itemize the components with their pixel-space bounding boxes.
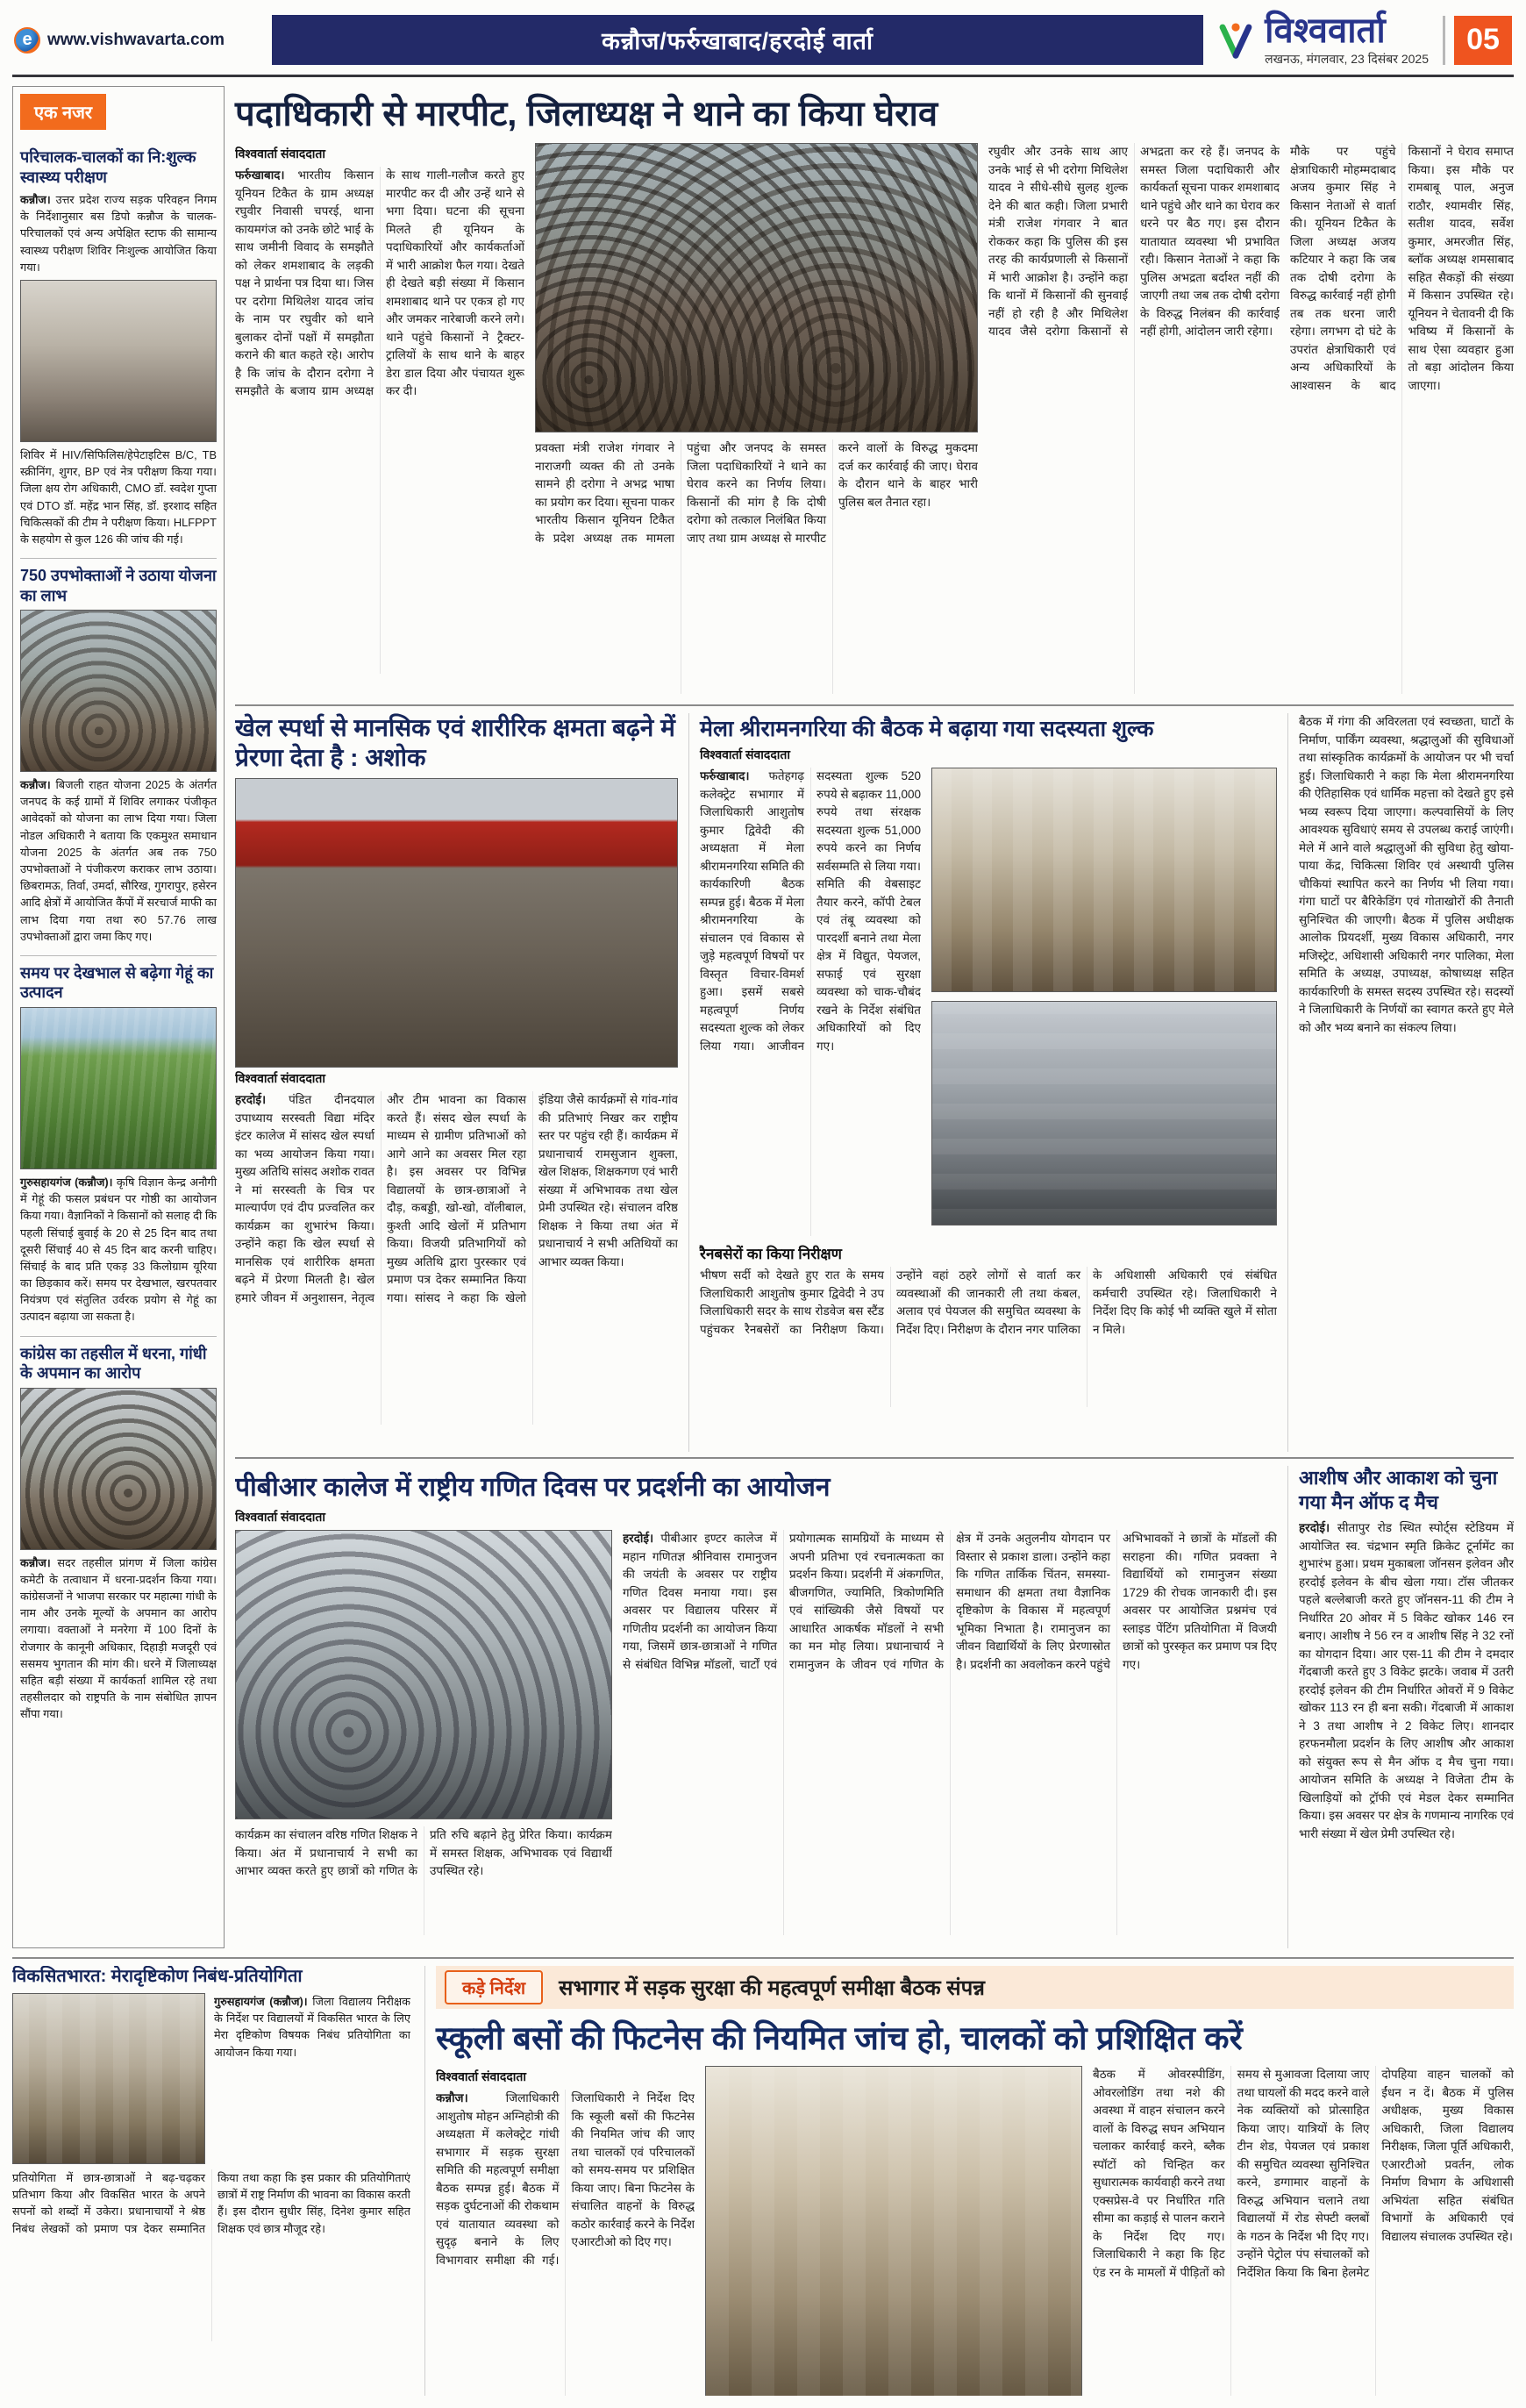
subheadline: रैनबसेरों का किया निरीक्षण bbox=[700, 1246, 842, 1262]
globe-icon: e bbox=[14, 27, 40, 54]
story-mela bbox=[688, 713, 1277, 1452]
article-title: कांग्रेस का तहसील में धरना, गांधी के अपमान का आरोप bbox=[20, 1344, 207, 1383]
dateline: हरदोई। bbox=[623, 1532, 654, 1545]
masthead-title: विश्ववार्ता bbox=[1265, 11, 1386, 50]
story-math bbox=[235, 1466, 1277, 1948]
article-text: सीतापुर रोड स्थित स्पोर्ट्स स्टेडियम में आयोजित स्व. चंद्रभान स्मृति क्रिकेट टूर्नामेंट का शुभारंभ हुआ। प्रथम मुकाबला जॉनसन इलेवन और हरदोई इलेवन के बीच खेला गया। टॉस जीतकर पहले बल्लेबाजी करते हुए जॉनसन-11 की टीम ने निर्धारित 20 ओवर में 5 विकेट खोकर 146 रन बनाए। आशीष ने 56 रन व आशीष सिंह ने 32 रनों का योगदान दिया। आर एस-11 की टीम ने दमदार गेंदबाजी करते हुए 3 विकेट झटके। जवाब में उतरी हरदोई इलेवन की टीम निर्धारित ओवरों में 9 विकेट खोकर 113 रन ही बना सकी। गेंदबाजी में आकाश ने 3 तथा आशीष ने 2 विकेट लिए। शानदार हरफनमौला प्रदर्शन के लिए आशीष और आकाश को संयुक्त रूप से मैन ऑफ द मैच चुना गया। आयोजन समिति के अध्यक्ष ने विजेता टीम के खिलाड़ियों को ट्रॉफी एवं मेडल देकर सम्मानित किया। इस अवसर पर क्षेत्र के गणमान्य नागरिक एवं भारी संख्या में खेल प्रेमी उपस्थित रहे। bbox=[1299, 1521, 1514, 1840]
mela-inspection-photo bbox=[931, 1001, 1277, 1225]
directive-badge: कड़े निर्देश bbox=[445, 1970, 543, 2004]
math-exhibition-photo bbox=[235, 1530, 612, 1819]
byline: विश्ववार्ता संवाददाता bbox=[235, 1510, 326, 1524]
edition-dateline: लखनऊ, मंगलवार, 23 दिसंबर 2025 bbox=[1265, 52, 1429, 66]
article-text: फतेहगढ़ कलेक्ट्रेट सभागार में जिलाधिकारी आशुतोष कुमार द्विवेदी की अध्यक्षता में मेला श्रीरामनगरिया समिति की कार्यकारिणी बैठक सम्पन्न हुई। बैठक में मेला श्रीरामनगरिया के संचालन एवं विकास से जुड़े महत्वपूर्ण विषयों पर विस्तृत विचार-विमर्श हुआ। इसमें सबसे महत्वपूर्ण निर्णय सदस्यता शुल्क को लेकर लिया गया। आजीवन सदस्यता शुल्क 520 रुपये से बढ़ाकर 11,000 रुपये तथा संरक्षक सदस्यता शुल्क 51,000 रुपये करने का निर्णय सर्वसम्मति से लिया गया। समिति की वेबसाइट तैयार करने, कॉपी टेबल एवं तंबू व्यवस्था को पारदर्शी बनाने तथा मेला क्षेत्र में विद्युत, पेयजल, सफाई एवं सुरक्षा व्यवस्था को चाक-चौबंद रखने के निर्देश संबंधित अधिकारियों को दिए गए। bbox=[700, 769, 921, 1053]
story-mela-continuation bbox=[1287, 713, 1514, 1452]
article-text: प्रतियोगिता में छात्र-छात्राओं ने बढ़-चढ़कर प्रतिभाग किया और विकसित भारत के अपने सपनों को शब्दों में उकेरा। प्रधानाचार्यों ने श्रेष्ठ निबंध लेखकों को प्रमाण पत्र देकर सम्मानित किया तथा कहा कि इस प्रकार की प्रतियोगिताएं छात्रों में राष्ट्र निर्माण की भावना का विकास करती हैं। इस दौरान सुधीर सिंह, दिनेश कुमार सहित शिक्षक एवं छात्र मौजूद रहे। bbox=[12, 2171, 410, 2235]
masthead-logo bbox=[1216, 20, 1256, 61]
region-bar: कन्नौज/फर्रुखाबाद/हरदोई वार्ता bbox=[272, 15, 1203, 65]
article-text: भीषण सर्दी को देखते हुए रात के समय जिलाधिकारी आशुतोष कुमार द्विवेदी ने उप जिलाधिकारी सदर के साथ रोडवेज बस स्टैंड पहुंचकर रैनबसेरों का निरीक्षण किया। उन्होंने वहां ठहरे लोगों से वार्ता कर व्यवस्थाओं की जानकारी ली तथा कंबल, अलाव एवं पेयजल की समुचित व्यवस्था के निर्देश दिए। निरीक्षण के दौरान नगर पालिका के अधिशासी अधिकारी एवं संबंधित कर्मचारी उपस्थित रहे। जिलाधिकारी ने निर्देश दिए कि कोई भी व्यक्ति खुले में सोता न मिले। bbox=[700, 1268, 1277, 1336]
section-label: एक नजर bbox=[20, 94, 106, 130]
wheat-field-photo bbox=[20, 1007, 217, 1169]
article-text: भारतीय किसान यूनियन टिकैत के ग्राम अध्यक्ष रघुवीर निवासी चपरई, थाना कायमगंज को उनके छोटे भाई के साथ जमीनी विवाद के समझौते को लेकर शमशाबाद के लड़की पक्ष ने प्रार्थना पत्र दिया था। जिस पर दरोगा मिथिलेश यादव जांच के नाम पर रघुवीर को थाने बुलाकर दोनों पक्षों में समझौता कराने की बात कहते रहे। आरोप है कि जांच के दौरान दरोगा ने समझौते के बजाय ग्राम अध्यक्ष के साथ गाली-गलौज करते हुए मारपीट कर दी और उन्हें थाने से भगा दिया। घटना की सूचना मिलते ही यूनियन के पदाधिकारियों और कार्यकर्ताओं में भारी आक्रोश फैल गया। देखते ही देखते बड़ी संख्या में किसान शमशाबाद थाने पर एकत्र हो गए और जमकर नारेबाजी करने लगे। थाने पहुंचे किसानों ने ट्रैक्टर-ट्रालियों के साथ थाने के बाहर डेरा डाल दिया और पंचायत शुरू कर दी। bbox=[235, 168, 524, 398]
article-text: शिविर में HIV/सिफिलिस/हेपेटाइटिस B/C, TB स्क्रीनिंग, शुगर, BP एवं नेत्र परीक्षण किया गया। जिला क्षय रोग अधिकारी, CMO डॉ. स्वदेश गुप्ता एवं DTO डॉ. महेंद्र भान सिंह, डॉ. इरशाद सहित चिकित्सकों की टीम ने परीक्षण किया। HLFPPT के सहयोग से कुल 126 की जांच की गई। bbox=[20, 447, 217, 546]
article-text: बैठक में गंगा की अविरलता एवं स्वच्छता, घाटों के निर्माण, पार्किंग व्यवस्था, श्रद्धालुओं की सुविधाओं तथा सांस्कृतिक कार्यक्रमों के आयोजन पर भी चर्चा हुई। जिलाधिकारी ने कहा कि मेला श्रीरामनगरिया की ऐतिहासिक एवं धार्मिक महत्ता को देखते हुए इसे भव्य स्वरूप दिया जाएगा। कल्पवासियों के लिए आवश्यक सुविधाएं समय से उपलब्ध कराई जाएंगी। मेले में आने वाले श्रद्धालुओं की सुविधा हेतु खोया-पाया केंद्र, चिकित्सा शिविर एवं अस्थायी पुलिस चौकियां स्थापित करने का निर्णय भी लिया गया। गंगा घाटों पर बैरिकेडिंग एवं गोताखोरों की तैनाती सुनिश्चित की जाएगी। बैठक में पुलिस अधीक्षक आलोक प्रियदर्शी, मुख्य विकास अधिकारी, नगर मजिस्ट्रेट, अधिशासी अधिकारी नगर पालिका, मेला समिति के अध्यक्ष, उपाध्यक्ष, कोषाध्यक्ष सहित कार्यकारिणी के समस्त सदस्य उपस्थित रहे। सदस्यों ने जिलाधिकारी के निर्णयों का स्वागत करते हुए मेले को और भव्य बनाने का संकल्प लिया। bbox=[1299, 715, 1514, 1034]
dateline: फर्रुखाबाद। bbox=[235, 168, 285, 182]
story-viksit-bharat bbox=[12, 1966, 414, 2396]
bus-meeting-photo bbox=[705, 2066, 1082, 2396]
byline: विश्ववार्ता संवाददाता bbox=[700, 747, 791, 761]
article-text: जिला विद्यालय निरीक्षक के निर्देश पर विद्यालयों में विकसित भारत के लिए मेरा दृष्टिकोण विषयक निबंध प्रतियोगिता का आयोजन किया गया। bbox=[214, 1995, 410, 2059]
health-camp-photo bbox=[20, 280, 217, 442]
headline: खेल स्पर्धा से मानसिक एवं शारीरिक क्षमता बढ़ने में प्रेरणा देता है : अशोक bbox=[235, 714, 675, 772]
byline: विश्ववार्ता संवाददाता bbox=[235, 146, 326, 161]
byline: विश्ववार्ता संवाददाता bbox=[436, 2069, 527, 2083]
story-match bbox=[1287, 1466, 1514, 1948]
sport-stage-photo bbox=[235, 778, 678, 1068]
sidebar-article-congress bbox=[20, 1336, 217, 1723]
sidebar-article-wheat bbox=[20, 955, 217, 1325]
mela-meeting-photo bbox=[931, 768, 1277, 992]
dateline: गुरुसहायगंज (कन्नौज)। bbox=[20, 1175, 113, 1189]
article-text: सदर तहसील प्रांगण में जिला कांग्रेस कमेटी के तत्वाधान में धरना-प्रदर्शन किया गया। bbox=[20, 1555, 217, 1586]
sidebar-article-health-camp bbox=[20, 140, 217, 547]
article-text: उत्तर प्रदेश राज्य सड़क परिवहन निगम के निर्देशानुसार बस डिपो कन्नौज के चालक-परिचालकों एवं अन्य अपेक्षित स्टाफ की सामान्य स्वास्थ्य परीक्षण शिविर निःशुल्क आयोजित किया गया। bbox=[20, 193, 217, 274]
article-text: जिलाधिकारी आशुतोष मोहन अग्निहोत्री की अध्यक्षता में कलेक्ट्रेट गांधी सभागार में सड़क सुरक्षा समिति की महत्वपूर्ण समीक्षा बैठक सम्पन्न हुई। बैठक में सड़क दुर्घटनाओं की रोकथाम एवं यातायात व्यवस्था को सुदृढ़ बनाने के लिए विभागवार समीक्षा की गई। जिलाधिकारी ने निर्देश दिए कि स्कूली बसों की फिटनेस की नियमित जांच की जाए तथा चालकों एवं परिचालकों को समय-समय पर प्रशिक्षित किया जाए। बिना फिटनेस के संचालित वाहनों के विरुद्ध कठोर कार्रवाई करने के निर्देश एआरटीओ को दिए गए। bbox=[436, 2091, 695, 2267]
article-text: प्रवक्ता मंत्री राजेश गंगवार ने नाराजगी व्यक्त की तो उनके सामने ही दरोगा ने अभद्र भाषा का प्रयोग कर दिया। सूचना पाकर भारतीय किसान यूनियन टिकैत के प्रदेश अध्यक्ष तक मामला पहुंचा और जनपद के समस्त जिला पदाधिकारियों ने थाने का घेराव करने का निर्णय लिया। किसानों की मांग है कि दोषी दरोगा को तत्काल निलंबित किया जाए तथा ग्राम अध्यक्ष से मारपीट करने वालों के विरुद्ध मुकदमा दर्ज कर कार्रवाई की जाए। घेराव के दौरान थाने के बाहर भारी पुलिस बल तैनात रहा। bbox=[535, 441, 978, 545]
page-number: 05 bbox=[1454, 16, 1512, 65]
story-bus-safety bbox=[424, 1966, 1514, 2396]
headline: विकसितभारत: मेरादृष्टिकोण निबंध-प्रतियोगिता bbox=[12, 1967, 303, 1986]
dateline: फर्रुखाबाद। bbox=[700, 769, 750, 782]
article-title: 750 उपभोक्ताओं ने उठाया योजना का लाभ bbox=[20, 567, 217, 604]
sidebar-ek-nazar bbox=[12, 86, 225, 1948]
kicker-strip bbox=[436, 1966, 1514, 2009]
dateline: हरदोई। bbox=[235, 1093, 267, 1107]
main-content bbox=[235, 86, 1514, 1948]
sidebar-article-scheme bbox=[20, 558, 217, 945]
article-text: कार्यक्रम का संचालन वरिष्ठ गणित शिक्षक ने किया। अंत में प्रधानाचार्य ने सभी का आभार व्यक्त करते हुए छात्रों को गणित के प्रति रुचि बढ़ाने हेतु प्रेरित किया। कार्यक्रम में समस्त शिक्षक, अभिभावक एवं विद्यार्थी उपस्थित रहे। bbox=[235, 1828, 612, 1878]
article-title: समय पर देखभाल से बढ़ेगा गेहूं का उत्पादन bbox=[20, 963, 214, 1002]
headline: आशीष और आकाश को चुना गया मैन ऑफ द मैच bbox=[1299, 1467, 1498, 1513]
dateline: गुरुसहायगंज (कन्नौज)। bbox=[214, 1995, 308, 2008]
kicker-text: सभागार में सड़क सुरक्षा की महत्वपूर्ण समीक्षा बैठक संपन्न bbox=[559, 1976, 985, 2000]
story-sport bbox=[235, 713, 678, 1452]
dateline: कन्नौज। bbox=[20, 1555, 51, 1569]
article-text: बैठक में ओवरस्पीडिंग, ओवरलोडिंग तथा नशे की अवस्था में वाहन संचालन करने वालों के विरुद्ध सघन अभियान चलाकर कार्रवाई करने, ब्लैक स्पॉटों को चिन्हित कर सुधारात्मक कार्यवाही करने तथा एक्सप्रेस-वे पर निर्धारित गति सीमा का कड़ाई से पालन कराने के निर्देश दिए गए। जिलाधिकारी ने कहा कि हिट एंड रन के मामलों में पीड़ितों को समय से मुआवजा दिलाया जाए तथा घायलों की मदद करने वाले नेक व्यक्तियों को प्रोत्साहित किया जाए। यात्रियों के लिए टीन शेड, पेयजल एवं प्रकाश की समुचित व्यवस्था सुनिश्चित करने, डग्गामार वाहनों के विरुद्ध अभियान चलाने तथा विद्यालयों में रोड सेफ्टी क्लबों के गठन के निर्देश भी दिए गए। उन्होंने पेट्रोल पंप संचालकों को निर्देशित किया कि बिना हेलमेट दोपहिया वाहन चालकों को ईंधन न दें। बैठक में पुलिस अधीक्षक, मुख्य विकास अधिकारी, जिला विद्यालय निरीक्षक, जिला पूर्ति अधिकारी, एआरटीओ प्रवर्तन, लोक निर्माण विभाग के अधिशासी अभियंता सहित संबंधित विभागों के अधिकारी एवं विद्यालय संचालक उपस्थित रहे। bbox=[1093, 2068, 1514, 2279]
scheme-beneficiaries-photo bbox=[20, 610, 217, 772]
article-text: रघुवीर और उनके साथ आए उनके भाई से भी दरोगा मिथिलेश यादव ने सीधे-सीधे सुलह शुल्क देने की बात कही। जिला प्रभारी मंत्री राजेश गंगवार ने बात रोककर कहा कि पुलिस की इस तरह की कार्यप्रणाली से किसानों में भारी आक्रोश है। उन्होंने कहा कि थानों में किसानों की सुनवाई नहीं हो रही है और मिथिलेश यादव जैसे दरोगा किसानों से अभद्रता कर रहे हैं। जनपद के समस्त जिला पदाधिकारी और कार्यकर्ता सूचना पाकर शमशाबाद थाने पहुंचे और थाने का घेराव कर धरने पर बैठ गए। इस दौरान यातायात व्यवस्था भी प्रभावित रही। किसान नेताओं ने कहा कि पुलिस अभद्रता बर्दाश्त नहीं की जाएगी तथा जब तक दोषी दरोगा के विरुद्ध निलंबन की कार्रवाई नहीं होगी, आंदोलन जारी रहेगा। bbox=[988, 145, 1280, 339]
article-text: मौके पर पहुंचे क्षेत्राधिकारी मोहम्मदाबाद अजय कुमार सिंह ने किसान नेताओं से वार्ता की। यूनियन टिकैत के जिला अध्यक्ष अजय कटियार ने कहा कि जब तक दोषी दरोगा के विरुद्ध कार्रवाई नहीं होगी तब तक धरना जारी रहेगा। लगभग दो घंटे के उपरांत क्षेत्राधिकारी एवं अन्य अधिकारियों के आश्वासन के बाद किसानों ने घेराव समाप्त किया। इस मौके पर रामबाबू पाल, अनुज राठौर, श्यामवीर सिंह, सतीश यादव, सर्वेश कुमार, अमरजीत सिंह, ब्लॉक अध्यक्ष शमसाबाद सहित सैकड़ों की संख्या में किसान उपस्थित रहे। यूनियन ने चेतावनी दी कि भविष्य में किसानों के साथ ऐसा व्यवहार हुआ तो बड़ा आंदोलन किया जाएगा। bbox=[1290, 145, 1514, 392]
article-text: वैज्ञानिकों ने किसानों को सलाह दी कि पहली सिंचाई बुवाई के 20 से 25 दिन बाद तथा दूसरी सिंचाई 40 से 45 दिन बाद करनी चाहिए। सिंचाई के बाद प्रति एकड़ 33 किलोग्राम यूरिया का छिड़काव करें। समय पर देखभाल, खरपतवार नियंत्रण एवं संतुलित उर्वरक प्रयोग से गेहूं का उत्पादन बढ़ाया जा सकता है। bbox=[20, 1209, 217, 1324]
congress-protest-photo bbox=[20, 1388, 217, 1550]
viksit-classroom-photo bbox=[12, 1993, 205, 2164]
article-text: कृषि विज्ञान केन्द्र अनौगी में गेहूं की फसल प्रबंधन पर गोष्ठी का आयोजन किया गया। bbox=[20, 1175, 217, 1223]
headline: पीबीआर कालेज में राष्ट्रीय गणित दिवस पर प्रदर्शनी का आयोजन bbox=[235, 1473, 831, 1502]
story-protest bbox=[235, 86, 1514, 701]
website-url[interactable]: www.vishwavarta.com bbox=[47, 30, 225, 49]
article-text: पीबीआर इण्टर कालेज में महान गणितज्ञ श्रीनिवास रामानुजन की जयंती के अवसर पर राष्ट्रीय गणित दिवस मनाया गया। इस अवसर पर विद्यालय परिसर में गणितीय प्रदर्शनी का आयोजन किया गया, जिसमें छात्र-छात्राओं ने गणित से संबंधित विभिन्न मॉडलों, चार्टों एवं प्रयोगात्मक सामग्रियों के माध्यम से अपनी प्रतिभा एवं रचनात्मकता का प्रदर्शन किया। प्रदर्शनी में अंकगणित, बीजगणित, ज्यामिति, त्रिकोणमिति एवं सांख्यिकी जैसे विषयों पर आधारित आकर्षक मॉडलों ने सभी का मन मोह लिया। प्रधानाचार्य ने रामानुजन के जीवन एवं गणित के क्षेत्र में उनके अतुलनीय योगदान पर विस्तार से प्रकाश डाला। उन्होंने कहा कि गणित तार्किक चिंतन, समस्या-समाधान की क्षमता तथा वैज्ञानिक दृष्टिकोण के विकास में महत्वपूर्ण भूमिका निभाता है। रामानुजन का जीवन विद्यार्थियों के लिए प्रेरणास्रोत है। प्रदर्शनी का अवलोकन करने पहुंचे अभिभावकों ने छात्रों के मॉडलों की सराहना की। गणित प्रवक्ता ने विद्यार्थियों को रामानुजन संख्या 1729 की रोचक जानकारी दी। इस अवसर पर आयोजित प्रश्नमंच एवं स्लाइड पेंटिंग प्रतियोगिता में विजयी छात्रों को पुरस्कृत कर प्रमाण पत्र दिए गए। bbox=[623, 1532, 1277, 1671]
article-title: परिचालक-चालकों का नि:शुल्क स्वास्थ्य परीक्षण bbox=[20, 148, 196, 186]
page-header bbox=[12, 7, 1514, 77]
dateline: कन्नौज। bbox=[20, 193, 51, 206]
dateline: हरदोई। bbox=[1299, 1521, 1330, 1534]
dateline: कन्नौज। bbox=[20, 778, 51, 792]
article-text: पंडित दीनदयाल उपाध्याय सरस्वती विद्या मंदिर इंटर कालेज में सांसद खेल स्पर्धा का भव्य आयोजन किया गया। मुख्य अतिथि सांसद अशोक रावत ने मां सरस्वती के चित्र पर माल्यार्पण एवं दीप प्रज्वलित कर कार्यक्रम का शुभारंभ किया। उन्होंने कहा कि खेल स्पर्धा से मानसिक एवं शारीरिक क्षमता बढ़ने में प्रेरणा मिलती है। खेल हमारे जीवन में अनुशासन, नेतृत्व और टीम भावना का विकास करते हैं। संसद खेल स्पर्धा के माध्यम से ग्रामीण प्रतिभाओं को आगे आने का अवसर मिल रहा है। इस अवसर पर विभिन्न विद्यालयों के छात्र-छात्राओं ने दौड़, कबड्डी, खो-खो, वॉलीबाल, कुश्ती आदि खेलों में प्रतिभाग किया। विजयी प्रतिभागियों को मुख्य अतिथि द्वारा पुरस्कार एवं प्रमाण पत्र देकर सम्मानित किया गया। सांसद ने कहा कि खेलो इंडिया जैसे कार्यक्रमों से गांव-गांव की प्रतिभाएं निखर कर राष्ट्रीय स्तर पर पहुंच रही हैं। कार्यक्रम में प्रधानाचार्य रामसुजान शुक्ला, खेल शिक्षक, शिक्षकगण एवं भारी संख्या में अभिभावक तथा खेल प्रेमी उपस्थित रहे। संचालन वरिष्ठ शिक्षक ने किया तथा अंत में प्रधानाचार्य ने सभी अतिथियों का आभार व्यक्त किया। bbox=[235, 1093, 678, 1304]
byline: विश्ववार्ता संवाददाता bbox=[235, 1071, 326, 1086]
article-text: बिजली राहत योजना 2025 के अंतर्गत जनपद के कई ग्रामों में शिविर लगाकर पंजीकृत आवेदकों को योजना का लाभ दिया गया। bbox=[20, 778, 217, 825]
article-text: कांग्रेसजनों ने भाजपा सरकार पर महात्मा गांधी के नाम और उनके मूल्यों के अपमान का आरोप लगाया। वक्ताओं ने मनरेगा में 100 दिनों के रोजगार के कानूनी अधिकार, दिहाड़ी मजदूरी एवं ससमय भुगतान की मांग की। धरने में जिलाध्यक्ष सहित बड़ी संख्या में कार्यकर्ता शामिल रहे तथा तहसीलदार को राष्ट्रपति के नाम संबोधित ज्ञापन सौंपा गया। bbox=[20, 1590, 217, 1721]
headline: स्कूली बसों की फिटनेस की नियमित जांच हो, चालकों को प्रशिक्षित करें bbox=[436, 2020, 1243, 2056]
protest-crowd-photo bbox=[535, 143, 978, 432]
dateline: कन्नौज। bbox=[436, 2091, 468, 2104]
headline: मेला श्रीरामनगरिया की बैठक मे बढ़ाया गया सदस्यता शुल्क bbox=[700, 717, 1154, 741]
article-text: जिला नोडल अधिकारी ने बताया कि एकमुश्त समाधान योजना 2025 के अंतर्गत अब तक 750 उपभोक्ताओं ने पंजीकरण कराकर लाभ उठाया। छिबरामऊ, तिर्वा, उमर्दा, सौरिख, गुगरापुर, हसेरन आदि क्षेत्रों में आयोजित कैंपों में सरचार्ज माफी का लाभ दिया गया तथा रु0 57.76 लाख उपभोक्ताओं द्वारा जमा किए गए। bbox=[20, 811, 217, 943]
headline: पदाधिकारी से मारपीट, जिलाध्यक्ष ने थाने का किया घेराव bbox=[235, 95, 938, 133]
